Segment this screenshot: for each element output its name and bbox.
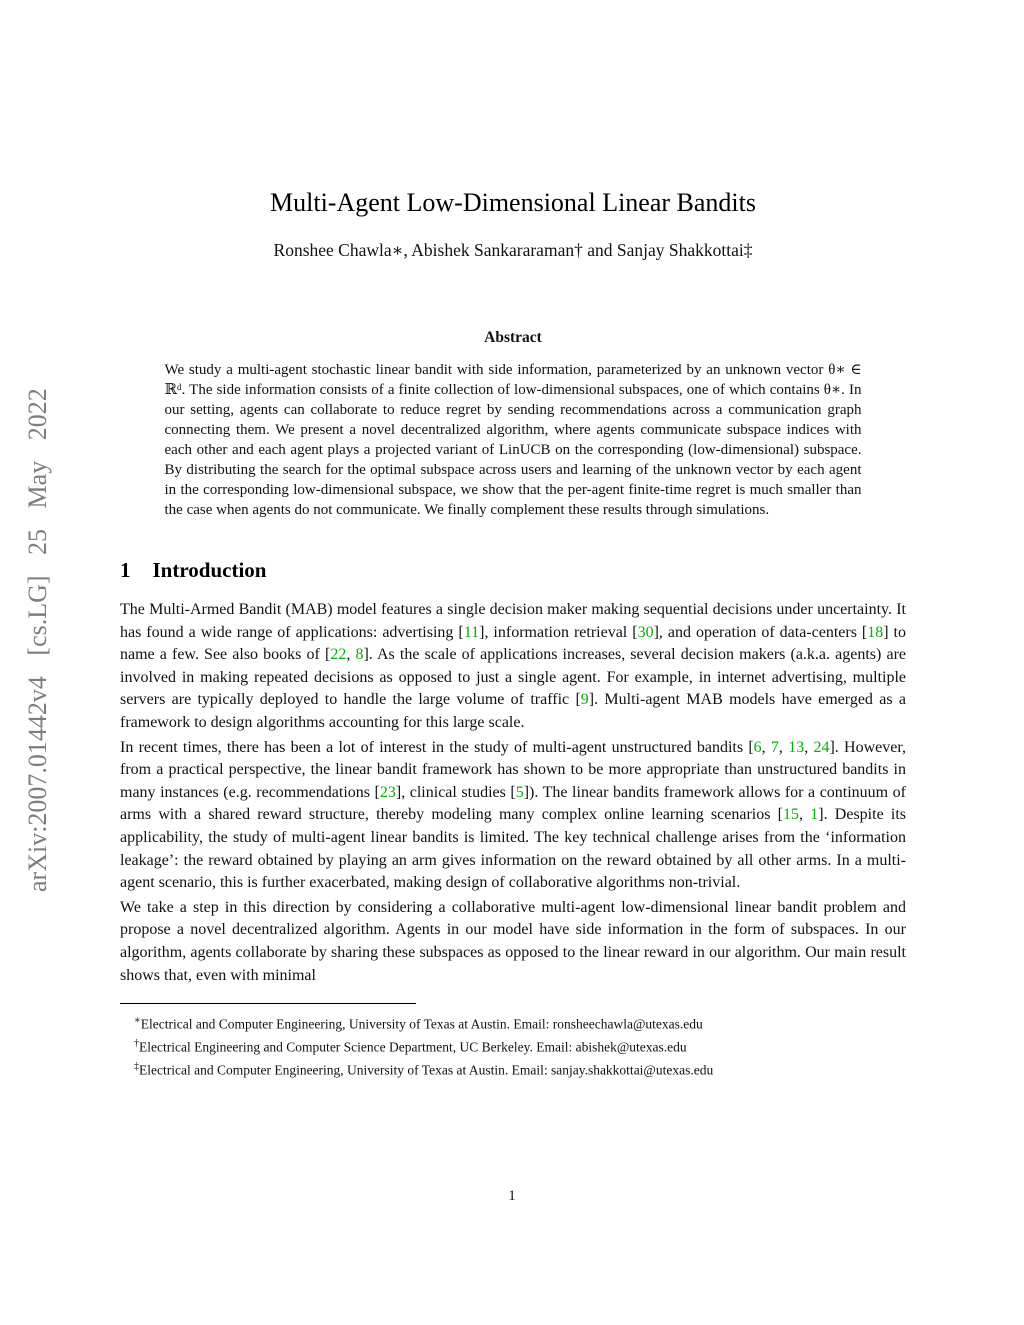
text-run: The Multi-Armed Bandit (MAB) model features a single decision maker making sequential decisions under uncertainty. It has found a wide range of applications: advertising [ (120, 601, 906, 641)
text-run: We take a step in this direction by considering a collaborative multi-agent low-dimensional linear bandit problem and propose a novel decentralized algorithm. Agents in our model have side information in the form of subspaces. In our algorithm, agents collaborate by sharing these subspaces as opposed to the linear reward in our algorithm. Our main result shows that, even with minimal (120, 898, 906, 984)
citation-link[interactable]: 11 (463, 623, 480, 641)
abstract-heading: Abstract (484, 329, 542, 346)
footnote-text: Electrical Engineering and Computer Science Department, UC Berkeley. Email: abishek@utexas.edu (139, 1039, 687, 1055)
footnote (120, 1011, 906, 1034)
footnotes (120, 1011, 906, 1080)
footnote (120, 1034, 906, 1057)
abstract-text: We study a multi-agent stochastic linear bandit with side information, parameterized by an unknown vector θ∗ ∈ ℝᵈ. The side information consists of a finite collection of low-dimensional subspaces, one of which contains θ∗. In our setting, agents can collaborate to reduce regret by sending recommendations across a communication graph connecting them. We present a novel decentralized algorithm, where agents communicate subspace indices with each other and each agent plays a projected variant of LinUCB on the corresponding (low-dimensional) subspace. By distributing the search for the optimal subspace across users and learning of the unknown vector by each agent in the corresponding low-dimensional subspace, we show that the per-agent finite-time regret is much smaller than the case when agents do not communicate. We finally complement these results through simulations. (164, 362, 862, 518)
text-run: ]. As the scale of applications increases, several decision makers (a.k.a. agents) are involved in making repeated decisions as opposed to just a single agent. For example, in internet advertising, multiple servers are typically deployed to handle the large volume of traffic [ (120, 646, 907, 709)
section-title: Introduction (152, 558, 267, 582)
paragraph (120, 599, 906, 735)
section-number: 1 (120, 558, 131, 582)
text-run: , (346, 646, 356, 664)
citation-link[interactable]: 6 (753, 738, 762, 756)
citation-link[interactable]: 23 (379, 783, 396, 801)
page-number: 1 (508, 1188, 516, 1204)
text-run: , (799, 806, 811, 824)
section-heading (120, 558, 906, 583)
text-run: , (778, 738, 789, 756)
authors-line: Ronshee Chawla∗, Abishek Sankararaman† and Sanjay Shakkottai‡ (273, 240, 753, 260)
text-run: ]). The linear bandits framework allows for a continuum of arms with a shared reward structure, thereby modeling many complex online learning scenarios [ (120, 783, 906, 824)
introduction-body (120, 599, 906, 987)
footnote-rule (120, 1003, 416, 1004)
citation-link[interactable]: 24 (813, 738, 830, 756)
footnote-text: Electrical and Computer Engineering, University of Texas at Austin. Email: sanjay.shakkottai@utexas.edu (139, 1062, 714, 1078)
citation-link[interactable]: 8 (355, 646, 364, 664)
text-run: ]. Multi-agent MAB models have emerged as a framework to design algorithms accounting for this large scale. (120, 691, 906, 731)
footnote-marker: ∗ (134, 1015, 141, 1027)
citation-link[interactable]: 1 (810, 806, 819, 824)
text-run: , (804, 738, 814, 756)
footnote-marker: ‡ (134, 1061, 139, 1073)
citation-link[interactable]: 22 (330, 646, 347, 664)
text-run: ]. Despite its applicability, the study of multi-agent linear bandits is limited. The key technical challenge arises from the ‘information leakage’: the reward obtained by playing an arm gives information on the reward obtained by all other arms. In a multi-agent scenario, this is further exacerbated, making design of collaborative algorithms non-trivial. (120, 806, 907, 892)
footnote (120, 1057, 906, 1080)
text-run: ]. However, from a practical perspective, the linear bandit framework has shown to be more appropriate than unstructured bandits in many instances (e.g. recommendations [ (120, 738, 907, 801)
text-run: ], and operation of data-centers [ (653, 623, 868, 641)
footnote-marker: † (134, 1038, 139, 1050)
text-run: ], clinical studies [ (395, 783, 516, 801)
citation-link[interactable]: 13 (788, 738, 805, 756)
footnote-text: Electrical and Computer Engineering, University of Texas at Austin. Email: ronsheechawla@utexas.edu (140, 1016, 703, 1032)
citation-link[interactable]: 30 (637, 623, 654, 641)
citation-link[interactable]: 5 (515, 783, 524, 801)
text-run: , (761, 738, 771, 756)
citation-link[interactable]: 15 (783, 806, 800, 824)
citation-link[interactable]: 18 (867, 623, 884, 641)
paper-title: Multi-Agent Low-Dimensional Linear Bandits (270, 188, 756, 217)
paragraph (120, 737, 906, 895)
citation-link[interactable]: 9 (580, 691, 589, 709)
text-run: In recent times, there has been a lot of interest in the study of multi-agent unstructured bandits [ (120, 738, 754, 756)
text-run: ], information retrieval [ (479, 623, 638, 641)
text-run: ] to name a few. See also books of [ (120, 623, 907, 664)
paragraph (120, 897, 906, 987)
arxiv-watermark: arXiv:2007.01442v4 [cs.LG] 25 May 2022 (23, 388, 52, 892)
citation-link[interactable]: 7 (770, 738, 779, 756)
